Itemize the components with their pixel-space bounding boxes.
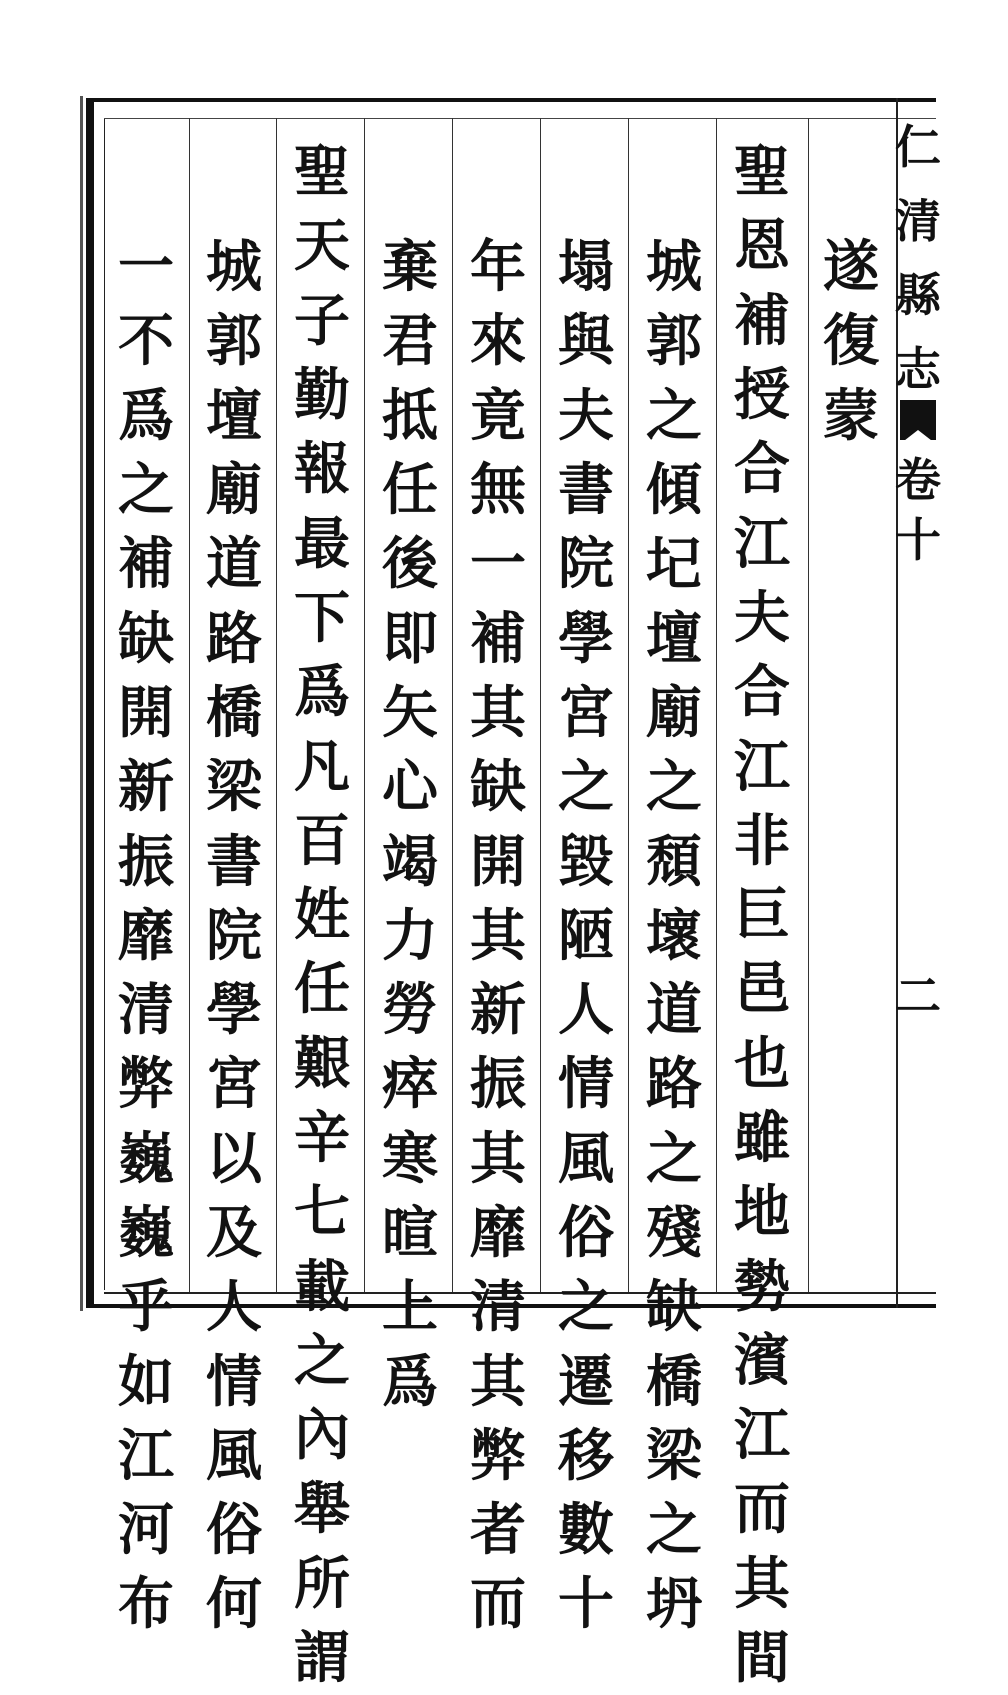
character: 其 bbox=[470, 1348, 526, 1415]
character: 補 bbox=[118, 531, 174, 598]
character: 清 bbox=[470, 1274, 526, 1341]
character: 後 bbox=[382, 531, 438, 598]
character: 移 bbox=[558, 1422, 614, 1489]
character: 壇 bbox=[646, 605, 702, 672]
character: 所 bbox=[294, 1550, 350, 1617]
character: 城 bbox=[206, 234, 262, 301]
character: 人 bbox=[206, 1274, 262, 1341]
character: 其 bbox=[734, 1550, 790, 1617]
character: 非 bbox=[734, 807, 790, 874]
character: 其 bbox=[470, 902, 526, 969]
character: 君 bbox=[382, 308, 438, 375]
character: 巨 bbox=[734, 882, 790, 949]
character: 布 bbox=[118, 1571, 174, 1638]
character: 任 bbox=[294, 956, 350, 1023]
character: 內 bbox=[294, 1402, 350, 1469]
character: 復 bbox=[823, 308, 879, 375]
character: 抵 bbox=[382, 382, 438, 449]
text-column-4 bbox=[546, 230, 626, 1642]
character: 情 bbox=[558, 1051, 614, 1118]
text-column-2 bbox=[722, 135, 802, 1695]
character: 一 bbox=[470, 531, 526, 598]
character: 江 bbox=[734, 733, 790, 800]
character: 之 bbox=[646, 1125, 702, 1192]
character: 巍 bbox=[118, 1125, 174, 1192]
character: 風 bbox=[206, 1422, 262, 1489]
character: 邑 bbox=[734, 956, 790, 1023]
banner-title-char: 志 bbox=[895, 342, 941, 396]
character: 風 bbox=[558, 1125, 614, 1192]
character: 壞 bbox=[646, 902, 702, 969]
character: 棄 bbox=[382, 234, 438, 301]
character: 恩 bbox=[734, 213, 790, 280]
character: 情 bbox=[206, 1348, 262, 1415]
character: 院 bbox=[558, 531, 614, 598]
text-column-7 bbox=[282, 135, 362, 1695]
character: 如 bbox=[118, 1348, 174, 1415]
character: 姓 bbox=[294, 882, 350, 949]
character: 圮 bbox=[646, 531, 702, 598]
inner-border-left bbox=[104, 118, 105, 1290]
character: 宮 bbox=[558, 679, 614, 746]
character: 聖 bbox=[734, 139, 790, 206]
character: 開 bbox=[470, 828, 526, 895]
character: 間 bbox=[734, 1625, 790, 1692]
character: 江 bbox=[118, 1422, 174, 1489]
character: 也 bbox=[734, 1030, 790, 1097]
character: 郭 bbox=[206, 308, 262, 375]
scan-edge bbox=[80, 96, 83, 1311]
character: 開 bbox=[118, 679, 174, 746]
character: 江 bbox=[734, 1402, 790, 1469]
text-column-9 bbox=[106, 230, 186, 1642]
character: 之 bbox=[294, 1327, 350, 1394]
character: 河 bbox=[118, 1497, 174, 1564]
character: 最 bbox=[294, 510, 350, 577]
column-rule bbox=[276, 118, 277, 1292]
character: 廟 bbox=[206, 457, 262, 524]
character: 夫 bbox=[734, 584, 790, 651]
character: 俗 bbox=[558, 1200, 614, 1266]
character: 而 bbox=[734, 1476, 790, 1543]
fishtail-notch bbox=[900, 430, 936, 444]
text-column-8 bbox=[194, 230, 274, 1642]
column-rule bbox=[452, 118, 453, 1292]
character: 書 bbox=[558, 457, 614, 524]
character: 道 bbox=[206, 531, 262, 598]
column-rule bbox=[716, 118, 717, 1292]
banner-title-char: 縣 bbox=[895, 268, 941, 322]
character: 陋 bbox=[558, 902, 614, 969]
character: 宮 bbox=[206, 1051, 262, 1118]
character: 缺 bbox=[470, 754, 526, 821]
character: 謂 bbox=[294, 1625, 350, 1692]
character: 路 bbox=[646, 1051, 702, 1118]
character: 數 bbox=[558, 1497, 614, 1564]
character: 缺 bbox=[118, 605, 174, 672]
character: 勤 bbox=[294, 362, 350, 429]
character: 上 bbox=[382, 1274, 438, 1341]
character: 爲 bbox=[382, 1348, 438, 1415]
character: 毀 bbox=[558, 828, 614, 895]
character: 壇 bbox=[206, 382, 262, 449]
character: 濱 bbox=[734, 1327, 790, 1394]
character: 殘 bbox=[646, 1200, 702, 1266]
character: 爲 bbox=[118, 382, 174, 449]
character: 靡 bbox=[118, 902, 174, 969]
character: 瘁 bbox=[382, 1051, 438, 1118]
character: 其 bbox=[470, 679, 526, 746]
character: 之 bbox=[646, 1497, 702, 1564]
column-rule bbox=[628, 118, 629, 1292]
character: 弊 bbox=[118, 1051, 174, 1118]
character: 無 bbox=[470, 457, 526, 524]
character: 巍 bbox=[118, 1200, 174, 1266]
character: 以 bbox=[206, 1125, 262, 1192]
character: 聖 bbox=[294, 139, 350, 206]
character: 者 bbox=[470, 1497, 526, 1564]
character: 子 bbox=[294, 287, 350, 354]
character: 遷 bbox=[558, 1348, 614, 1415]
banner-title-char: 仁 bbox=[895, 120, 941, 174]
text-column-3 bbox=[634, 230, 714, 1642]
character: 心 bbox=[382, 754, 438, 821]
character: 橋 bbox=[646, 1348, 702, 1415]
character: 補 bbox=[470, 605, 526, 672]
character: 學 bbox=[558, 605, 614, 672]
character: 頹 bbox=[646, 828, 702, 895]
character: 竟 bbox=[470, 382, 526, 449]
text-column-1 bbox=[811, 230, 891, 453]
character: 城 bbox=[646, 234, 702, 301]
character: 新 bbox=[118, 754, 174, 821]
character: 雖 bbox=[734, 1105, 790, 1171]
juan-number bbox=[895, 450, 941, 570]
character: 及 bbox=[206, 1200, 262, 1266]
character: 之 bbox=[118, 457, 174, 524]
character: 江 bbox=[734, 510, 790, 577]
character: 院 bbox=[206, 902, 262, 969]
character: 補 bbox=[734, 287, 790, 354]
character: 辛 bbox=[294, 1105, 350, 1171]
character: 來 bbox=[470, 308, 526, 375]
character: 年 bbox=[470, 234, 526, 301]
character: 梁 bbox=[646, 1422, 702, 1489]
character: 暄 bbox=[382, 1200, 438, 1266]
character: 學 bbox=[206, 977, 262, 1044]
character: 遂 bbox=[823, 234, 879, 301]
character: 授 bbox=[734, 362, 790, 429]
character: 郭 bbox=[646, 308, 702, 375]
column-rule bbox=[189, 118, 190, 1292]
character: 人 bbox=[558, 977, 614, 1044]
character: 梁 bbox=[206, 754, 262, 821]
character: 十 bbox=[558, 1571, 614, 1638]
character: 傾 bbox=[646, 457, 702, 524]
character: 弊 bbox=[470, 1422, 526, 1489]
juan-char: 卷 bbox=[895, 453, 941, 507]
character: 振 bbox=[118, 828, 174, 895]
character: 道 bbox=[646, 977, 702, 1044]
juan-char: 十 bbox=[895, 513, 941, 567]
character: 靡 bbox=[470, 1200, 526, 1266]
character: 夫 bbox=[558, 382, 614, 449]
character: 何 bbox=[206, 1571, 262, 1638]
character: 橋 bbox=[206, 679, 262, 746]
character: 不 bbox=[118, 308, 174, 375]
character: 與 bbox=[558, 308, 614, 375]
character: 矢 bbox=[382, 679, 438, 746]
character: 之 bbox=[558, 754, 614, 821]
text-column-6 bbox=[370, 230, 450, 1419]
banner-title bbox=[895, 110, 941, 406]
character: 舉 bbox=[294, 1476, 350, 1543]
character: 載 bbox=[294, 1253, 350, 1320]
character: 新 bbox=[470, 977, 526, 1044]
character: 天 bbox=[294, 213, 350, 280]
character: 乎 bbox=[118, 1274, 174, 1341]
banner-title-char: 清 bbox=[895, 194, 941, 248]
character: 下 bbox=[294, 584, 350, 651]
character: 百 bbox=[294, 807, 350, 874]
column-rule bbox=[808, 118, 809, 1292]
character: 而 bbox=[470, 1571, 526, 1638]
character: 合 bbox=[734, 436, 790, 503]
character: 力 bbox=[382, 902, 438, 969]
character: 蒙 bbox=[823, 382, 879, 449]
character: 之 bbox=[558, 1274, 614, 1341]
character: 一 bbox=[118, 234, 174, 301]
character: 坍 bbox=[646, 1571, 702, 1638]
character: 之 bbox=[646, 382, 702, 449]
character: 即 bbox=[382, 605, 438, 672]
character: 書 bbox=[206, 828, 262, 895]
character: 艱 bbox=[294, 1030, 350, 1097]
character: 之 bbox=[646, 754, 702, 821]
column-rule bbox=[540, 118, 541, 1292]
inner-border-top bbox=[104, 118, 936, 119]
character: 凡 bbox=[294, 733, 350, 800]
character: 爲 bbox=[294, 659, 350, 726]
column-rule bbox=[364, 118, 365, 1292]
character: 勞 bbox=[382, 977, 438, 1044]
character: 廟 bbox=[646, 679, 702, 746]
character: 清 bbox=[118, 977, 174, 1044]
character: 地 bbox=[734, 1179, 790, 1246]
character: 寒 bbox=[382, 1125, 438, 1192]
folio-number: 二 bbox=[895, 969, 941, 1023]
character: 竭 bbox=[382, 828, 438, 895]
character: 報 bbox=[294, 436, 350, 503]
character: 缺 bbox=[646, 1274, 702, 1341]
character: 振 bbox=[470, 1051, 526, 1118]
text-column-5 bbox=[458, 230, 538, 1642]
character: 其 bbox=[470, 1125, 526, 1192]
character: 任 bbox=[382, 457, 438, 524]
character: 勢 bbox=[734, 1253, 790, 1320]
character: 塌 bbox=[558, 234, 614, 301]
character: 路 bbox=[206, 605, 262, 672]
character: 俗 bbox=[206, 1497, 262, 1564]
character: 七 bbox=[294, 1179, 350, 1246]
character: 合 bbox=[734, 659, 790, 726]
